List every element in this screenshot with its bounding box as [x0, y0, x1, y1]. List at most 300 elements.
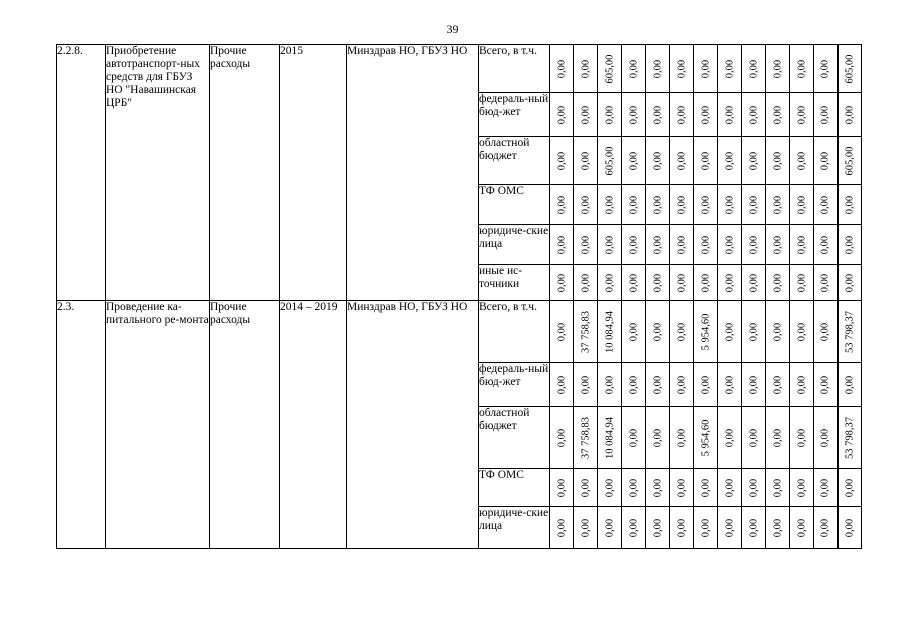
amount-value: 0,00 — [700, 375, 711, 394]
amount-cell — [670, 469, 694, 507]
amount-value: 0,00 — [556, 195, 567, 214]
amount-cell — [766, 407, 790, 469]
measure-name: Проведение ка-питального ре-монта — [106, 301, 210, 549]
amount-cell — [766, 45, 790, 93]
amount-value: 0,00 — [700, 273, 711, 292]
amount-cell — [814, 407, 838, 469]
amount-value: 0,00 — [748, 428, 759, 447]
amount-value: 0,00 — [844, 273, 856, 292]
amount-cell — [742, 93, 766, 137]
executor: Минздрав НО, ГБУЗ НО — [347, 45, 479, 301]
amount-cell — [838, 507, 862, 549]
amount-cell — [598, 93, 622, 137]
amount-value: 0,00 — [748, 478, 759, 497]
amount-cell — [718, 507, 742, 549]
amount-value: 53 798,37 — [844, 310, 856, 353]
amount-cell — [766, 363, 790, 407]
amount-cell — [598, 225, 622, 265]
amount-cell — [718, 265, 742, 301]
amount-cell — [646, 507, 670, 549]
amount-value: 0,00 — [604, 518, 615, 537]
amount-value: 0,00 — [652, 273, 663, 292]
amount-value: 0,00 — [819, 273, 831, 292]
amount-cell — [694, 301, 718, 363]
amount-cell — [598, 507, 622, 549]
amount-value: 0,00 — [796, 59, 807, 78]
amount-value: 0,00 — [844, 195, 856, 214]
amount-value: 0,00 — [628, 428, 639, 447]
amount-value: 0,00 — [676, 375, 687, 394]
amount-cell — [574, 93, 598, 137]
amount-cell — [838, 265, 862, 301]
amount-value: 37 758,83 — [580, 416, 591, 459]
amount-value: 0,00 — [700, 478, 711, 497]
measure-code: 2.2.8. — [57, 45, 106, 301]
amount-cell — [646, 407, 670, 469]
funding-source: юридиче-ские лица — [479, 507, 550, 549]
amount-cell — [574, 363, 598, 407]
amount-value: 0,00 — [748, 105, 759, 124]
amount-value: 0,00 — [580, 105, 591, 124]
amount-cell — [670, 137, 694, 185]
amount-cell — [550, 185, 574, 225]
amount-cell — [838, 45, 862, 93]
amount-cell — [574, 225, 598, 265]
amount-value: 0,00 — [580, 151, 591, 170]
amount-value: 0,00 — [556, 235, 567, 254]
amount-value: 0,00 — [748, 375, 759, 394]
amount-cell — [814, 507, 838, 549]
amount-value: 0,00 — [676, 59, 687, 78]
amount-value: 0,00 — [676, 151, 687, 170]
amount-value: 0,00 — [628, 195, 639, 214]
amount-value: 0,00 — [628, 151, 639, 170]
amount-value: 0,00 — [772, 478, 783, 497]
amount-cell — [790, 301, 814, 363]
amount-value: 0,00 — [724, 59, 735, 78]
amount-cell — [670, 93, 694, 137]
amount-value: 0,00 — [796, 322, 807, 341]
amount-value: 0,00 — [772, 59, 783, 78]
amount-cell — [574, 301, 598, 363]
amount-value: 0,00 — [819, 375, 831, 394]
amount-value: 0,00 — [796, 105, 807, 124]
amount-cell — [718, 407, 742, 469]
amount-value: 0,00 — [819, 478, 831, 497]
amount-value: 0,00 — [796, 235, 807, 254]
amount-value: 0,00 — [556, 105, 567, 124]
amount-value: 53 798,37 — [844, 416, 856, 459]
amount-cell — [814, 137, 838, 185]
amount-cell — [838, 469, 862, 507]
amount-cell — [790, 265, 814, 301]
amount-cell — [742, 407, 766, 469]
amount-value: 0,00 — [819, 151, 831, 170]
amount-cell — [670, 185, 694, 225]
amount-value: 0,00 — [724, 195, 735, 214]
amount-value: 0,00 — [796, 273, 807, 292]
amount-cell — [742, 507, 766, 549]
amount-value: 0,00 — [772, 273, 783, 292]
amount-value: 5 954,60 — [700, 313, 711, 350]
amount-cell — [766, 185, 790, 225]
amount-cell — [814, 185, 838, 225]
amount-cell — [550, 137, 574, 185]
amount-value: 0,00 — [700, 518, 711, 537]
amount-cell — [694, 407, 718, 469]
amount-value: 0,00 — [748, 518, 759, 537]
amount-value: 0,00 — [796, 375, 807, 394]
amount-cell — [622, 363, 646, 407]
amount-value: 0,00 — [676, 428, 687, 447]
amount-cell — [742, 301, 766, 363]
amount-cell — [670, 301, 694, 363]
amount-value: 0,00 — [724, 375, 735, 394]
funding-source: иные ис-точники — [479, 265, 550, 301]
amount-value: 0,00 — [580, 235, 591, 254]
amount-value: 0,00 — [772, 195, 783, 214]
amount-cell — [598, 185, 622, 225]
amount-value: 5 954,60 — [700, 419, 711, 456]
amount-value: 0,00 — [724, 322, 735, 341]
amount-cell — [670, 45, 694, 93]
amount-cell — [718, 137, 742, 185]
amount-cell — [790, 93, 814, 137]
amount-cell — [598, 45, 622, 93]
funding-source: федераль-ный бюд-жет — [479, 93, 550, 137]
amount-cell — [766, 137, 790, 185]
amount-cell — [766, 507, 790, 549]
amount-cell — [718, 301, 742, 363]
amount-value: 0,00 — [819, 235, 831, 254]
amount-value: 0,00 — [724, 105, 735, 124]
amount-cell — [766, 301, 790, 363]
amount-cell — [598, 265, 622, 301]
amount-value: 0,00 — [604, 105, 615, 124]
amount-cell — [622, 93, 646, 137]
amount-cell — [814, 45, 838, 93]
amount-cell — [742, 137, 766, 185]
amount-value: 0,00 — [628, 235, 639, 254]
amount-value: 0,00 — [724, 478, 735, 497]
amount-cell — [694, 137, 718, 185]
amount-cell — [646, 185, 670, 225]
amount-value: 0,00 — [604, 478, 615, 497]
amount-value: 605,00 — [604, 146, 615, 175]
amount-value: 0,00 — [844, 235, 856, 254]
amount-value: 0,00 — [556, 59, 567, 78]
amount-cell — [670, 507, 694, 549]
amount-cell — [550, 407, 574, 469]
amount-value: 0,00 — [844, 105, 856, 124]
amount-value: 605,00 — [844, 146, 856, 175]
amount-value: 0,00 — [700, 105, 711, 124]
amount-value: 0,00 — [628, 273, 639, 292]
amount-cell — [574, 507, 598, 549]
amount-cell — [838, 185, 862, 225]
amount-cell — [550, 265, 574, 301]
amount-value: 0,00 — [628, 478, 639, 497]
amount-value: 0,00 — [556, 428, 567, 447]
expense-type: Прочие расходы — [210, 45, 280, 301]
amount-cell — [598, 137, 622, 185]
amount-cell — [550, 469, 574, 507]
amount-cell — [550, 507, 574, 549]
amount-cell — [622, 185, 646, 225]
funding-source: Всего, в т.ч. — [479, 301, 550, 363]
amount-cell — [574, 185, 598, 225]
amount-cell — [766, 265, 790, 301]
amount-value: 0,00 — [676, 478, 687, 497]
amount-cell — [622, 265, 646, 301]
amount-cell — [622, 469, 646, 507]
amount-value: 0,00 — [844, 375, 856, 394]
amount-value: 0,00 — [748, 273, 759, 292]
amount-cell — [718, 469, 742, 507]
amount-value: 0,00 — [700, 195, 711, 214]
amount-value: 0,00 — [556, 322, 567, 341]
amount-cell — [670, 265, 694, 301]
amount-value: 0,00 — [796, 478, 807, 497]
amount-cell — [646, 93, 670, 137]
amount-cell — [814, 93, 838, 137]
funding-source: ТФ ОМС — [479, 185, 550, 225]
amount-cell — [790, 363, 814, 407]
amount-cell — [694, 225, 718, 265]
amount-cell — [598, 301, 622, 363]
amount-value: 0,00 — [676, 518, 687, 537]
amount-cell — [718, 45, 742, 93]
amount-value: 0,00 — [748, 235, 759, 254]
measure-code: 2.3. — [57, 301, 106, 549]
amount-value: 0,00 — [796, 195, 807, 214]
amount-cell — [718, 185, 742, 225]
amount-value: 0,00 — [556, 273, 567, 292]
amount-cell — [646, 469, 670, 507]
amount-value: 0,00 — [772, 375, 783, 394]
amount-cell — [790, 469, 814, 507]
amount-value: 0,00 — [604, 195, 615, 214]
amount-value: 0,00 — [700, 59, 711, 78]
amount-value: 10 084,94 — [604, 310, 615, 353]
amount-cell — [646, 265, 670, 301]
amount-cell — [550, 363, 574, 407]
amount-value: 0,00 — [628, 322, 639, 341]
amount-value: 605,00 — [604, 54, 615, 83]
amount-value: 0,00 — [844, 478, 856, 497]
amount-cell — [694, 93, 718, 137]
amount-value: 0,00 — [819, 322, 831, 341]
amount-cell — [622, 137, 646, 185]
amount-value: 0,00 — [772, 428, 783, 447]
amount-cell — [790, 137, 814, 185]
amount-cell — [838, 225, 862, 265]
amount-cell — [742, 45, 766, 93]
amount-cell — [790, 407, 814, 469]
amount-value: 605,00 — [844, 54, 856, 83]
amount-cell — [742, 265, 766, 301]
table-row — [57, 45, 862, 93]
amount-cell — [766, 225, 790, 265]
amount-cell — [742, 469, 766, 507]
amount-value: 0,00 — [580, 478, 591, 497]
amount-value: 0,00 — [580, 195, 591, 214]
amount-value: 0,00 — [556, 151, 567, 170]
amount-value: 0,00 — [724, 428, 735, 447]
amount-cell — [838, 363, 862, 407]
amount-cell — [694, 469, 718, 507]
amount-value: 0,00 — [676, 105, 687, 124]
amount-cell — [646, 137, 670, 185]
amount-value: 0,00 — [676, 273, 687, 292]
amount-cell — [766, 469, 790, 507]
amount-value: 0,00 — [724, 235, 735, 254]
amount-cell — [574, 469, 598, 507]
executor: Минздрав НО, ГБУЗ НО — [347, 301, 479, 549]
amount-value: 0,00 — [652, 518, 663, 537]
funding-source: областной бюджет — [479, 407, 550, 469]
amount-cell — [622, 407, 646, 469]
amount-cell — [670, 363, 694, 407]
amount-cell — [814, 225, 838, 265]
amount-value: 10 084,94 — [604, 416, 615, 459]
amount-value: 0,00 — [748, 59, 759, 78]
amount-cell — [670, 407, 694, 469]
amount-cell — [646, 301, 670, 363]
amount-value: 0,00 — [628, 105, 639, 124]
amount-cell — [622, 301, 646, 363]
amount-value: 0,00 — [604, 375, 615, 394]
amount-cell — [574, 407, 598, 469]
amount-value: 0,00 — [652, 151, 663, 170]
amount-cell — [694, 507, 718, 549]
amount-value: 0,00 — [556, 375, 567, 394]
amount-value: 0,00 — [819, 59, 831, 78]
amount-value: 0,00 — [652, 375, 663, 394]
expense-type: Прочие расходы — [210, 301, 280, 549]
amount-cell — [838, 93, 862, 137]
amount-cell — [622, 507, 646, 549]
amount-cell — [550, 93, 574, 137]
amount-cell — [718, 363, 742, 407]
amount-cell — [814, 301, 838, 363]
amount-cell — [622, 45, 646, 93]
amount-cell — [694, 45, 718, 93]
amount-value: 0,00 — [580, 518, 591, 537]
amount-value: 0,00 — [556, 518, 567, 537]
amount-value: 0,00 — [796, 151, 807, 170]
amount-cell — [646, 45, 670, 93]
amount-cell — [574, 265, 598, 301]
amount-value: 0,00 — [652, 428, 663, 447]
amount-cell — [694, 265, 718, 301]
amount-cell — [742, 185, 766, 225]
amount-value: 0,00 — [772, 151, 783, 170]
amount-value: 0,00 — [724, 518, 735, 537]
amount-cell — [742, 225, 766, 265]
amount-value: 0,00 — [652, 59, 663, 78]
amount-cell — [598, 363, 622, 407]
amount-value: 0,00 — [772, 105, 783, 124]
amount-cell — [814, 265, 838, 301]
amount-value: 0,00 — [604, 273, 615, 292]
amount-cell — [598, 407, 622, 469]
amount-value: 0,00 — [819, 428, 831, 447]
amount-value: 0,00 — [772, 235, 783, 254]
amount-value: 0,00 — [819, 518, 831, 537]
funding-source: юридиче-ские лица — [479, 225, 550, 265]
funding-source: федераль-ный бюд-жет — [479, 363, 550, 407]
amount-value: 0,00 — [580, 375, 591, 394]
amount-value: 0,00 — [748, 322, 759, 341]
amount-value: 0,00 — [700, 235, 711, 254]
amount-value: 0,00 — [628, 59, 639, 78]
amount-cell — [838, 407, 862, 469]
amount-value: 0,00 — [724, 273, 735, 292]
amount-cell — [622, 225, 646, 265]
amount-value: 0,00 — [628, 518, 639, 537]
amount-cell — [574, 137, 598, 185]
amount-value: 0,00 — [724, 151, 735, 170]
amount-value: 0,00 — [772, 518, 783, 537]
amount-value: 0,00 — [652, 105, 663, 124]
budget-table — [56, 44, 862, 549]
amount-cell — [550, 45, 574, 93]
period: 2015 — [280, 45, 347, 301]
period: 2014 – 2019 — [280, 301, 347, 549]
amount-cell — [550, 225, 574, 265]
amount-value: 0,00 — [652, 322, 663, 341]
amount-value: 0,00 — [772, 322, 783, 341]
amount-cell — [790, 225, 814, 265]
amount-value: 0,00 — [796, 518, 807, 537]
amount-cell — [790, 185, 814, 225]
amount-value: 0,00 — [844, 518, 856, 537]
amount-cell — [790, 507, 814, 549]
amount-value: 0,00 — [819, 105, 831, 124]
amount-cell — [598, 469, 622, 507]
amount-cell — [814, 363, 838, 407]
amount-cell — [742, 363, 766, 407]
amount-value: 0,00 — [652, 235, 663, 254]
amount-value: 0,00 — [604, 235, 615, 254]
measure-name: Приобретение автотранспорт-ных средств для ГБУЗ НО "Навашинская ЦРБ" — [106, 45, 210, 301]
amount-value: 0,00 — [748, 151, 759, 170]
amount-cell — [838, 301, 862, 363]
amount-value: 0,00 — [580, 273, 591, 292]
funding-source: ТФ ОМС — [479, 469, 550, 507]
amount-cell — [718, 225, 742, 265]
amount-value: 0,00 — [796, 428, 807, 447]
amount-value: 37 758,83 — [580, 310, 591, 353]
amount-cell — [646, 225, 670, 265]
funding-source: областной бюджет — [479, 137, 550, 185]
amount-cell — [646, 363, 670, 407]
table-row — [57, 301, 862, 363]
amount-value: 0,00 — [580, 59, 591, 78]
page-number: 39 — [446, 22, 459, 36]
amount-cell — [718, 93, 742, 137]
amount-value: 0,00 — [676, 195, 687, 214]
amount-cell — [790, 45, 814, 93]
amount-cell — [766, 93, 790, 137]
amount-cell — [838, 137, 862, 185]
amount-value: 0,00 — [676, 322, 687, 341]
amount-value: 0,00 — [819, 195, 831, 214]
amount-value: 0,00 — [652, 195, 663, 214]
amount-cell — [550, 301, 574, 363]
funding-source: Всего, в т.ч. — [479, 45, 550, 93]
